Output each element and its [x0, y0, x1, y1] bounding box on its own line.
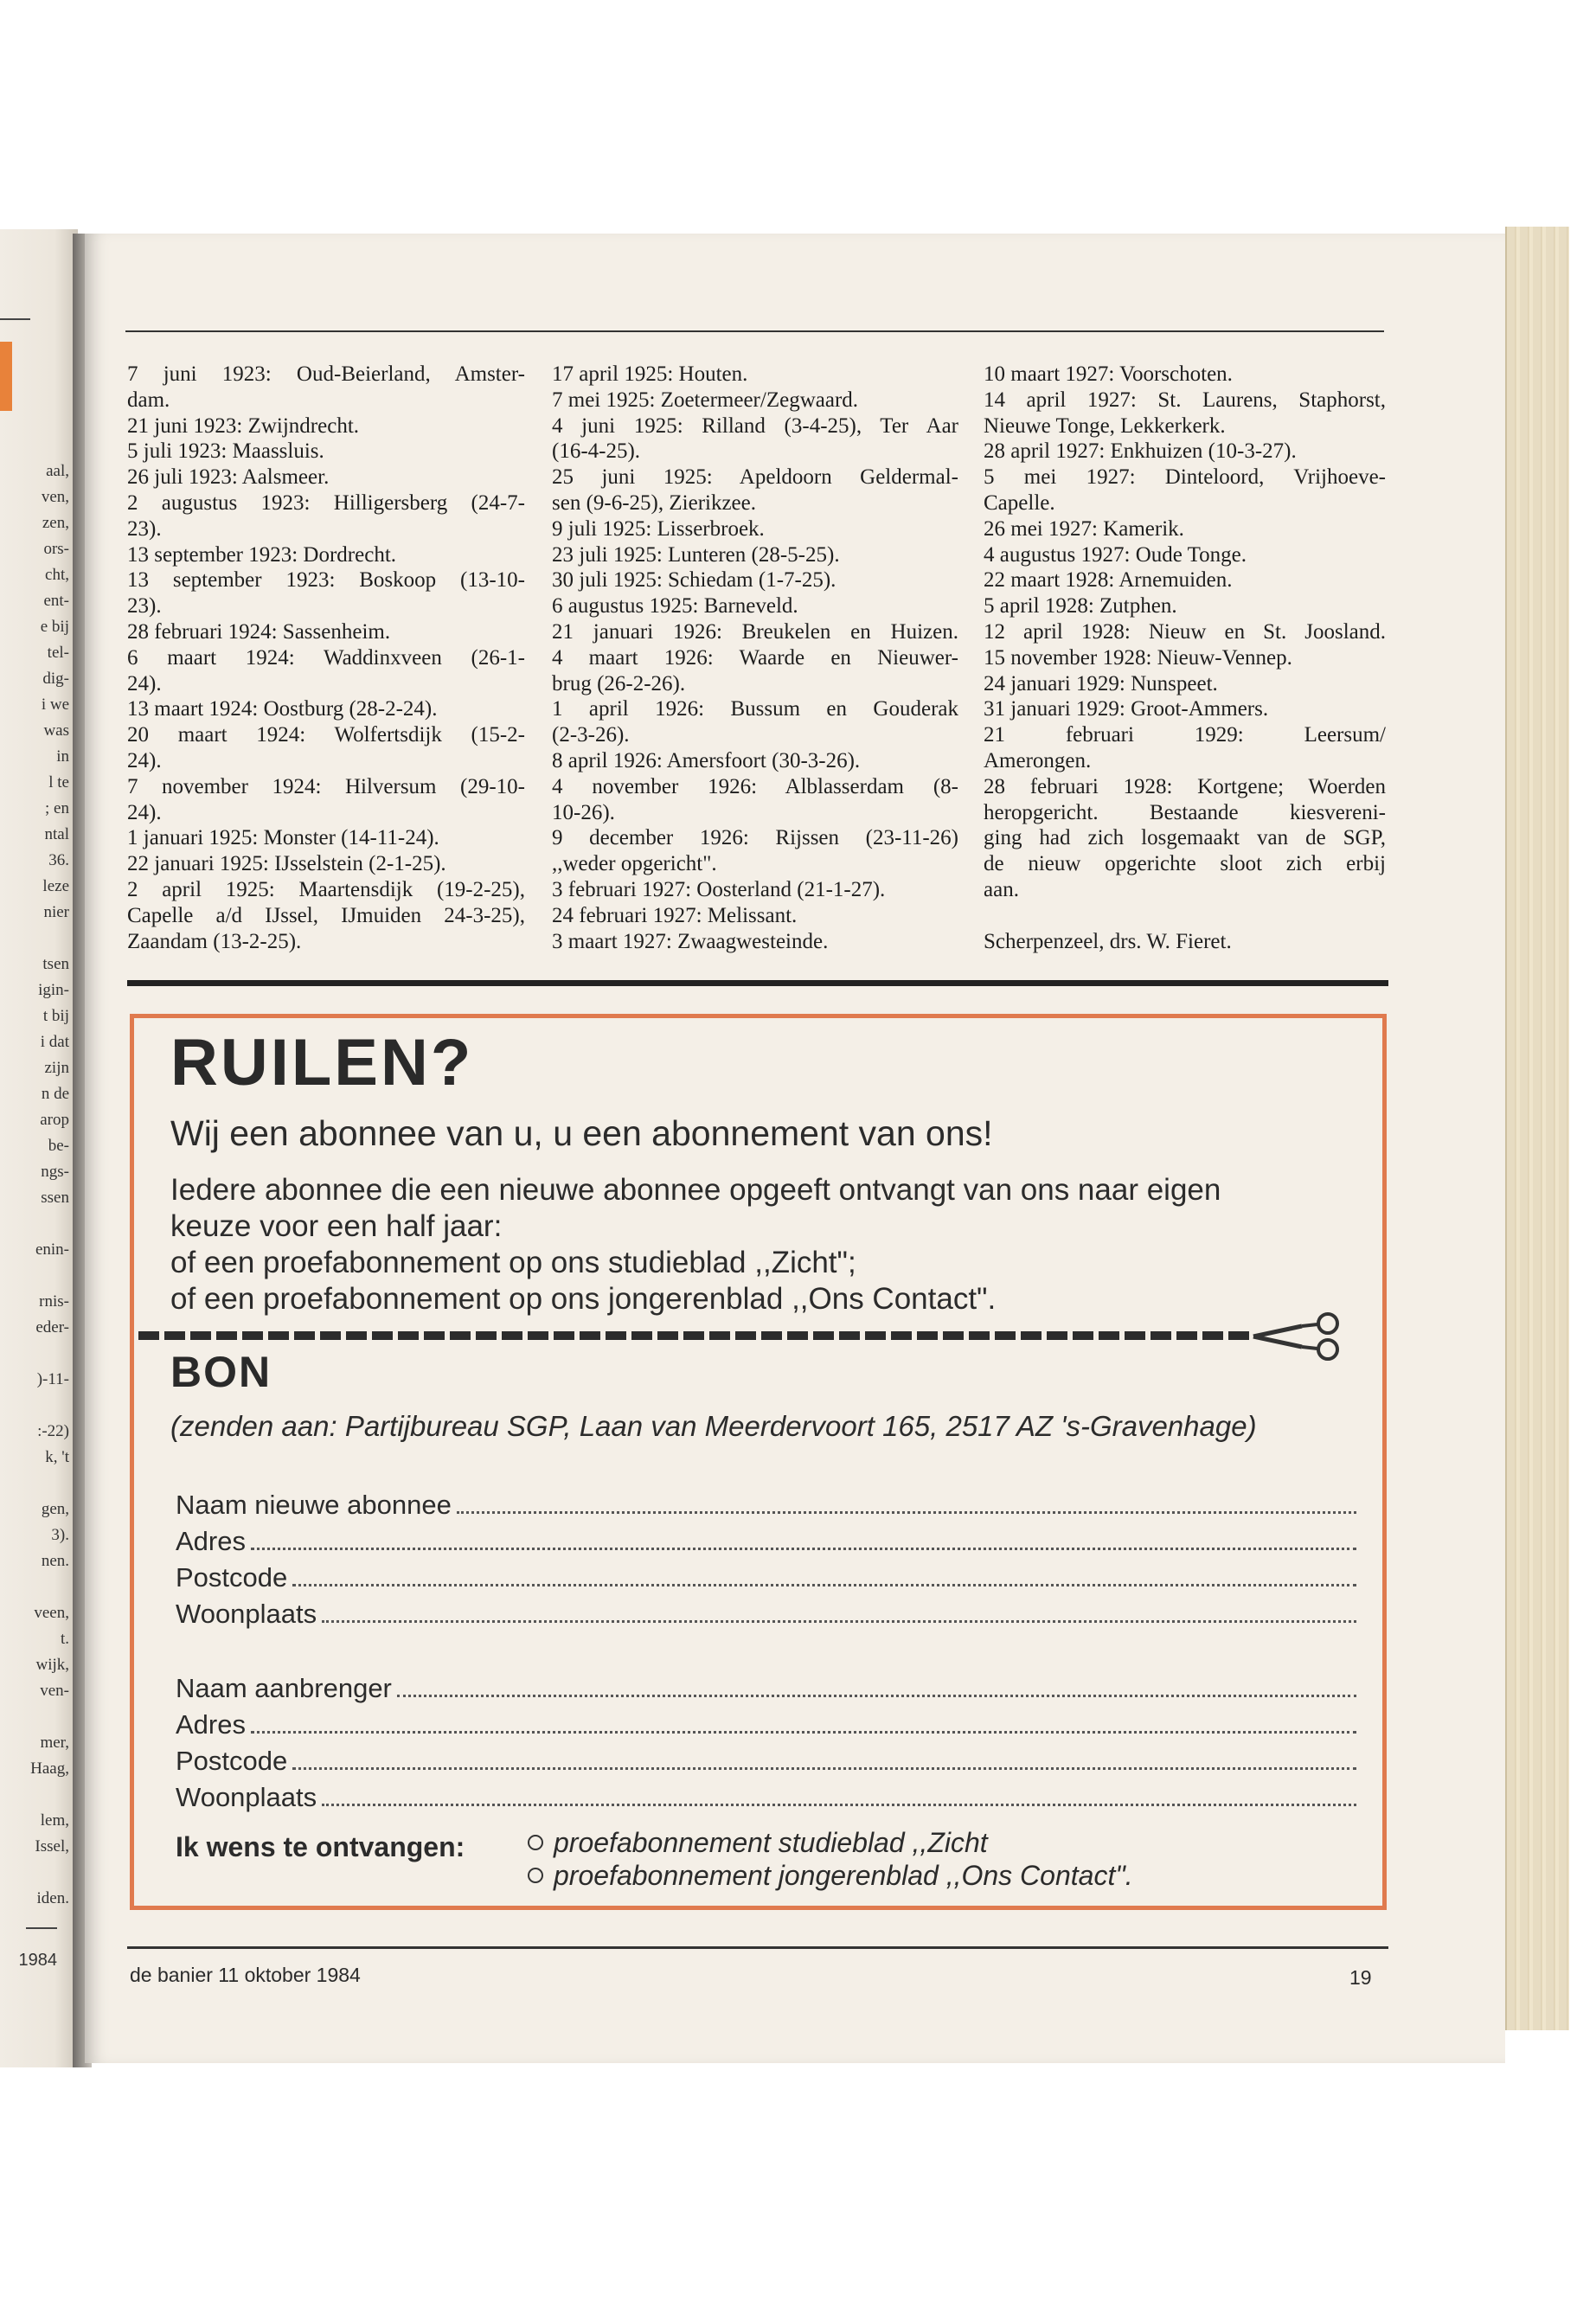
previous-page-fragment	[0, 1782, 69, 1808]
previous-page-fragment: in	[56, 747, 69, 766]
column-line: 7 mei 1925: Zoetermeer/Zegwaard.	[552, 388, 859, 412]
previous-page-fragment: tsen	[42, 955, 69, 973]
form-field-postcode[interactable]	[176, 1562, 1356, 1599]
previous-page-fragment: dig-	[42, 670, 69, 688]
ad-body-line: keuze voor een half jaar:	[170, 1209, 503, 1243]
column-line: 2 april 1925: Maartensdijk (19-2-25),	[127, 877, 525, 901]
form-field-naam-nieuwe-abonnee[interactable]	[176, 1490, 1356, 1526]
column-line: 28 april 1927: Enkhuizen (10-3-27).	[984, 439, 1297, 464]
previous-page-fragment	[0, 1704, 69, 1730]
previous-page-fragment	[0, 1211, 69, 1237]
column-line: 6 augustus 1925: Barneveld.	[552, 594, 798, 619]
column-line: Amerongen.	[984, 748, 1092, 772]
previous-page-fragment: arop	[40, 1111, 69, 1129]
column-line: 13 maart 1924: Oostburg (28-2-24).	[127, 697, 438, 721]
previous-page-fragment: e bij	[40, 618, 69, 636]
scissors-icon	[1250, 1311, 1345, 1362]
column-line: 9 december 1926: Rijssen (23-11-26)	[552, 826, 958, 850]
column-line: 26 mei 1927: Kamerik.	[984, 516, 1184, 541]
bon-address: (zenden aan: Partijbureau SGP, Laan van Meerdervoort 165, 2517 AZ 's-Gravenhage)	[170, 1410, 1257, 1442]
previous-page-fragment: rnis-	[39, 1292, 69, 1311]
column-line: 4 juni 1925: Rilland (3-4-25), Ter Aar	[552, 413, 958, 438]
previous-page-fragment	[0, 1471, 69, 1497]
subscription-ad-box	[130, 1014, 1387, 1910]
column-line: 17 april 1925: Houten.	[552, 362, 748, 386]
option-label: proefabonnement jongerenblad ,,Ons Contact".	[554, 1860, 1133, 1891]
column-line: heropgericht. Bestaande kiesvereni-	[984, 800, 1386, 824]
previous-page-fragment: lem,	[40, 1811, 69, 1830]
text-column-2	[552, 362, 958, 954]
column-line: Capelle a/d IJssel, IJmuiden 24-3-25),	[127, 903, 525, 927]
dotted-fill-line[interactable]	[322, 1620, 1356, 1623]
previous-page-fragment: be-	[48, 1137, 69, 1155]
option-jongerenblad[interactable]	[528, 1859, 1133, 1892]
radio-circle-icon[interactable]	[528, 1868, 543, 1883]
dotted-fill-line[interactable]	[251, 1731, 1356, 1734]
column-line: 5 april 1928: Zutphen.	[984, 594, 1177, 619]
previous-page-fragment: zijn	[44, 1059, 69, 1077]
column-line: 23 juli 1925: Lunteren (28-5-25).	[552, 542, 840, 567]
column-line	[984, 903, 1386, 929]
option-studieblad[interactable]	[528, 1826, 1133, 1859]
column-line: 1 januari 1925: Monster (14-11-24).	[127, 826, 439, 850]
page-stack-edge	[1505, 227, 1569, 2030]
column-line: 7 juni 1923: Oud-Beierland, Amster-	[127, 362, 525, 386]
previous-page-fragment	[0, 926, 69, 952]
option-label: proefabonnement studieblad ,,Zicht	[554, 1827, 988, 1858]
column-line: (16-4-25).	[552, 439, 641, 464]
form-field-adres[interactable]	[176, 1526, 1356, 1562]
column-line: 4 maart 1926: Waarde en Nieuwer-	[552, 645, 958, 670]
column-line: 24 januari 1929: Nunspeet.	[984, 671, 1218, 695]
new-subscriber-fields	[176, 1490, 1356, 1635]
previous-page-fragment: )-11-	[36, 1370, 69, 1388]
ad-body-line: Iedere abonnee die een nieuwe abonnee opgeeft ontvangt van ons naar eigen	[170, 1173, 1221, 1207]
form-field-woonplaats[interactable]	[176, 1599, 1356, 1635]
previous-page-fragment	[0, 1393, 69, 1419]
column-line: 21 februari 1929: Leersum/	[984, 723, 1386, 747]
ad-body-line: of een proefabonnement op ons jongerenblad ,,Ons Contact".	[170, 1282, 997, 1316]
previous-page-fragment: t bij	[42, 1007, 69, 1025]
previous-page-fragment: nen.	[41, 1552, 69, 1570]
ad-body	[170, 1172, 1221, 1317]
column-line: 12 april 1928: Nieuw en St. Joosland.	[984, 619, 1386, 644]
previous-page-fragment	[0, 1263, 69, 1289]
previous-page-fragment: i dat	[40, 1033, 69, 1051]
footer-rule	[127, 1946, 1388, 1949]
column-line: 23).	[127, 594, 162, 619]
form-field-naam-aanbrenger[interactable]	[176, 1673, 1356, 1709]
column-line: 22 januari 1925: IJsselstein (2-1-25).	[127, 852, 446, 876]
previous-page-fragment: aal,	[46, 462, 69, 480]
subscription-options	[528, 1826, 1133, 1892]
column-line: 5 mei 1927: Dinteloord, Vrijhoeve-	[984, 465, 1386, 490]
previous-page-fragment: iden.	[36, 1889, 69, 1907]
form-field-label: Postcode	[176, 1562, 288, 1593]
previous-page-fragment: leze	[42, 877, 69, 895]
form-field-label: Naam nieuwe abonnee	[176, 1490, 452, 1520]
column-line: brug (26-2-26).	[552, 671, 686, 695]
previous-page-fragment: igin-	[38, 981, 69, 999]
column-line: 9 juli 1925: Lisserbroek.	[552, 516, 765, 541]
previous-page-fragment	[0, 1574, 69, 1600]
previous-page-footer-rule	[26, 1927, 57, 1929]
previous-page-fragment: nier	[43, 903, 69, 921]
previous-page-fragment: ntal	[44, 825, 69, 843]
previous-page-fragment: 3).	[51, 1526, 69, 1544]
dotted-fill-line[interactable]	[292, 1584, 1356, 1586]
previous-page-fragment: cht,	[45, 566, 69, 584]
previous-page-fragment: i we	[41, 695, 69, 714]
previous-page-text-fragments	[0, 458, 69, 1912]
column-line: 3 maart 1927: Zwaagwesteinde.	[552, 929, 829, 953]
previous-page-fragment: eder-	[35, 1318, 69, 1336]
form-field-adres[interactable]	[176, 1709, 1356, 1746]
previous-page-fragment: enin-	[35, 1240, 69, 1259]
column-line: 25 juni 1925: Apeldoorn Geldermal-	[552, 465, 958, 490]
column-line: 28 februari 1924: Sassenheim.	[127, 619, 391, 644]
previous-page-fragment: ngs-	[41, 1163, 69, 1181]
column-line: dam.	[127, 388, 170, 412]
previous-page-fragment: veen,	[34, 1604, 69, 1622]
text-column-1	[127, 362, 525, 954]
previous-page-footer-year: 1984	[18, 1951, 57, 1970]
previous-page-fragment	[0, 1341, 69, 1367]
column-line: Scherpenzeel, drs. W. Fieret.	[984, 929, 1232, 953]
column-line: 7 november 1924: Hilversum (29-10-	[127, 774, 525, 798]
previous-page-fragment: l te	[48, 773, 69, 792]
column-line: aan.	[984, 877, 1019, 901]
previous-page-rule	[0, 318, 30, 320]
column-line: Capelle.	[984, 490, 1055, 515]
previous-page-fragment: 36.	[48, 851, 69, 869]
column-line: 20 maart 1924: Wolfertsdijk (15-2-	[127, 723, 525, 747]
referrer-fields	[176, 1673, 1356, 1818]
previous-page-fragment: Issel,	[35, 1837, 69, 1856]
column-line: 10 maart 1927: Voorschoten.	[984, 362, 1233, 386]
column-line: 22 maart 1928: Arnemuiden.	[984, 568, 1233, 593]
previous-page-fragment: Haag,	[30, 1759, 69, 1778]
previous-page-fragment: n de	[41, 1085, 69, 1103]
column-line: 4 november 1926: Alblasserdam (8-	[552, 774, 958, 798]
column-line: 24).	[127, 748, 162, 772]
column-line: 28 februari 1928: Kortgene; Woerden	[984, 774, 1386, 798]
previous-page-fragment: ors-	[43, 540, 69, 558]
orange-tab-marker	[0, 342, 12, 411]
dotted-fill-line[interactable]	[397, 1695, 1356, 1697]
dotted-fill-line[interactable]	[251, 1548, 1356, 1550]
form-field-postcode[interactable]	[176, 1746, 1356, 1782]
radio-circle-icon[interactable]	[528, 1835, 543, 1850]
form-field-label: Adres	[176, 1709, 246, 1740]
dotted-fill-line[interactable]	[457, 1511, 1356, 1514]
bon-title: BON	[170, 1348, 272, 1396]
column-line: 30 juli 1925: Schiedam (1-7-25).	[552, 568, 836, 593]
previous-page-fragment: wijk,	[35, 1656, 69, 1674]
column-line: 15 november 1928: Nieuw-Vennep.	[984, 645, 1292, 670]
form-field-label: Postcode	[176, 1746, 288, 1776]
section-divider	[127, 980, 1388, 986]
column-line: (2-3-26).	[552, 723, 630, 747]
previous-page-fragment: mer,	[40, 1734, 69, 1752]
column-line: 5 juli 1923: Maassluis.	[127, 439, 324, 464]
column-line: 1 april 1926: Bussum en Gouderak	[552, 697, 958, 721]
column-line: de nieuw opgerichte sloot zich erbij	[984, 852, 1386, 876]
form-field-label: Woonplaats	[176, 1599, 317, 1629]
column-line: ging had zich losgemaakt van de SGP,	[984, 826, 1386, 850]
form-field-label: Woonplaats	[176, 1782, 317, 1812]
form-field-label: Naam aanbrenger	[176, 1673, 392, 1703]
column-line: 24 februari 1927: Melissant.	[552, 903, 798, 927]
column-line: 10-26).	[552, 800, 615, 824]
column-line: 31 januari 1929: Groot-Ammers.	[984, 697, 1269, 721]
form-field-woonplaats[interactable]	[176, 1782, 1356, 1818]
ad-subtitle: Wij een abonnee van u, u een abonnement van ons!	[170, 1113, 993, 1153]
top-rule	[125, 330, 1384, 332]
page-number: 19	[1349, 1966, 1372, 1989]
previous-page-fragment: ven,	[41, 488, 69, 506]
column-line: 21 juni 1923: Zwijndrecht.	[127, 413, 360, 438]
column-line: 26 juli 1923: Aalsmeer.	[127, 465, 330, 490]
previous-page-fragment: :-22)	[37, 1422, 69, 1440]
column-line: Zaandam (13-2-25).	[127, 929, 302, 953]
column-line: 24).	[127, 800, 162, 824]
previous-page-fragment: ; en	[45, 799, 69, 817]
column-line: 23).	[127, 516, 162, 541]
column-line: ,,weder opgericht".	[552, 852, 717, 876]
column-line: 13 september 1923: Dordrecht.	[127, 542, 397, 567]
publication-footer: de banier 11 oktober 1984	[130, 1964, 361, 1986]
column-line: 14 april 1927: St. Laurens, Staphorst,	[984, 388, 1386, 412]
column-line: 8 april 1926: Amersfoort (30-3-26).	[552, 748, 861, 772]
previous-page-fragment: was	[43, 721, 69, 740]
previous-page-fragment: t.	[60, 1630, 69, 1648]
column-line: sen (9-6-25), Zierikzee.	[552, 490, 756, 515]
column-line: 21 januari 1926: Breukelen en Huizen.	[552, 619, 958, 644]
previous-page-fragment: gen,	[41, 1500, 69, 1518]
previous-page-fragment: ven-	[40, 1682, 69, 1700]
previous-page-fragment: tel-	[47, 644, 69, 662]
ad-title: RUILEN?	[170, 1026, 474, 1099]
column-line: 6 maart 1924: Waddinxveen (26-1-	[127, 645, 525, 670]
receive-label: Ik wens te ontvangen:	[176, 1831, 465, 1862]
column-line: 13 september 1923: Boskoop (13-10-	[127, 568, 525, 593]
previous-page-fragment: k, 't	[45, 1448, 69, 1466]
column-line: 24).	[127, 671, 162, 695]
cut-line	[138, 1331, 1250, 1340]
column-line: Nieuwe Tonge, Lekkerkerk.	[984, 413, 1226, 438]
dotted-fill-line[interactable]	[322, 1804, 1356, 1806]
column-line: 2 augustus 1923: Hilligersberg (24-7-	[127, 490, 525, 515]
previous-page-fragment	[0, 1860, 69, 1886]
previous-page-fragment: ent-	[43, 592, 69, 610]
column-line: 3 februari 1927: Oosterland (21-1-27).	[552, 877, 886, 901]
ad-body-line: of een proefabonnement op ons studieblad ,,Zicht";	[170, 1246, 856, 1279]
column-line: 4 augustus 1927: Oude Tonge.	[984, 542, 1247, 567]
previous-page-fragment: ssen	[41, 1189, 69, 1207]
previous-page-fragment: zen,	[42, 514, 69, 532]
dotted-fill-line[interactable]	[292, 1767, 1356, 1770]
text-column-3	[984, 362, 1386, 954]
form-field-label: Adres	[176, 1526, 246, 1556]
